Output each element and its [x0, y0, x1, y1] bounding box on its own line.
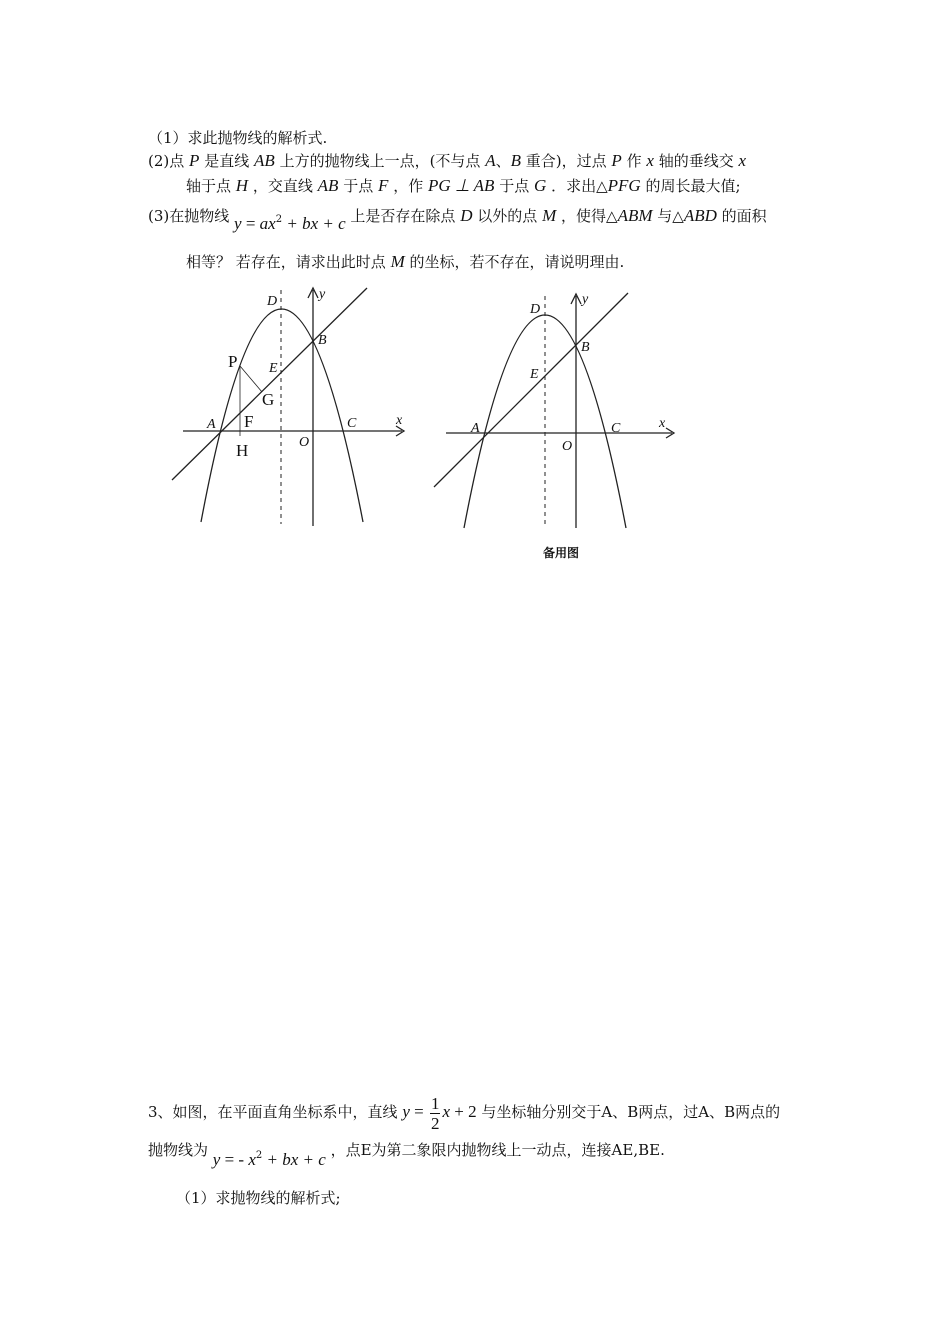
fig1-label-c: C [347, 416, 357, 431]
fig1-label-p: P [228, 352, 238, 371]
fig2-label-o: O [562, 439, 573, 454]
fig1-label-b: B [318, 333, 327, 348]
q2-part2-line1: (2)点 P 是直线 AB 上方的抛物线上一点，(不与点 A、B 重合)，过点 P 作 x 轴的垂线交 x [148, 151, 747, 170]
fig2-label-e: E [530, 367, 539, 382]
q2-part3-line1: (3)在抛物线 $y = ax^2$ + bx + c 上是否存在除点 D 以外的点 M ，使得△ABM 与△ABD 的面积 [148, 206, 767, 233]
fig1-label-h: H [236, 441, 249, 460]
fig1-label-f: F [244, 412, 254, 431]
fig1-label-y: y [319, 287, 326, 302]
fig1-label-e: E [269, 361, 278, 376]
fig1-label-g: G [262, 390, 275, 409]
q2-part3-line2: 相等？ 若存在，请求出此时点 M 的坐标，若不存在，请说明理由. [186, 252, 625, 271]
fig1-label-x: x [396, 413, 403, 428]
fig2-label-b: B [581, 340, 590, 355]
fig1-label-o: O [299, 435, 310, 450]
fig2-label-c: C [611, 421, 621, 436]
fraction-one-half: $\frac{1}{2}$ [430, 1093, 440, 1133]
q2-part1: （1）求此抛物线的解析式. [148, 129, 328, 147]
q2-part2-line2: 轴于点 H ，交直线 AB 于点 F ，作 PG ⊥ AB 于点 G ．求出△PFG 的周长最大值; [186, 176, 741, 195]
fig1-label-a: A [207, 417, 216, 432]
fig2-label-a: A [471, 421, 480, 436]
q3-line1: 3、如图，在平面直角坐标系中，直线 y = $\frac{1}{2}$ x + 2 与坐标轴分别交于A、B两点，过A、B两点的 [148, 1093, 781, 1133]
fig2-caption: 备用图 [543, 546, 580, 560]
fig2-label-d: D [530, 302, 541, 317]
fig2-label-y: y [582, 292, 589, 307]
fig2-label-x: x [659, 416, 666, 431]
fig1-label-d: D [267, 294, 278, 309]
q3-line2: 抛物线为 y = - $x^2$ + bx + c ，点E为第二象限内抛物线上一动点，连接AE,BE. [148, 1141, 665, 1169]
q3-part1: （1）求抛物线的解析式; [176, 1189, 341, 1207]
parabola-formula: $y = ax^2$ + bx + c [234, 214, 346, 233]
q3-parabola-formula: y = - $x^2$ + bx + c [212, 1150, 326, 1169]
